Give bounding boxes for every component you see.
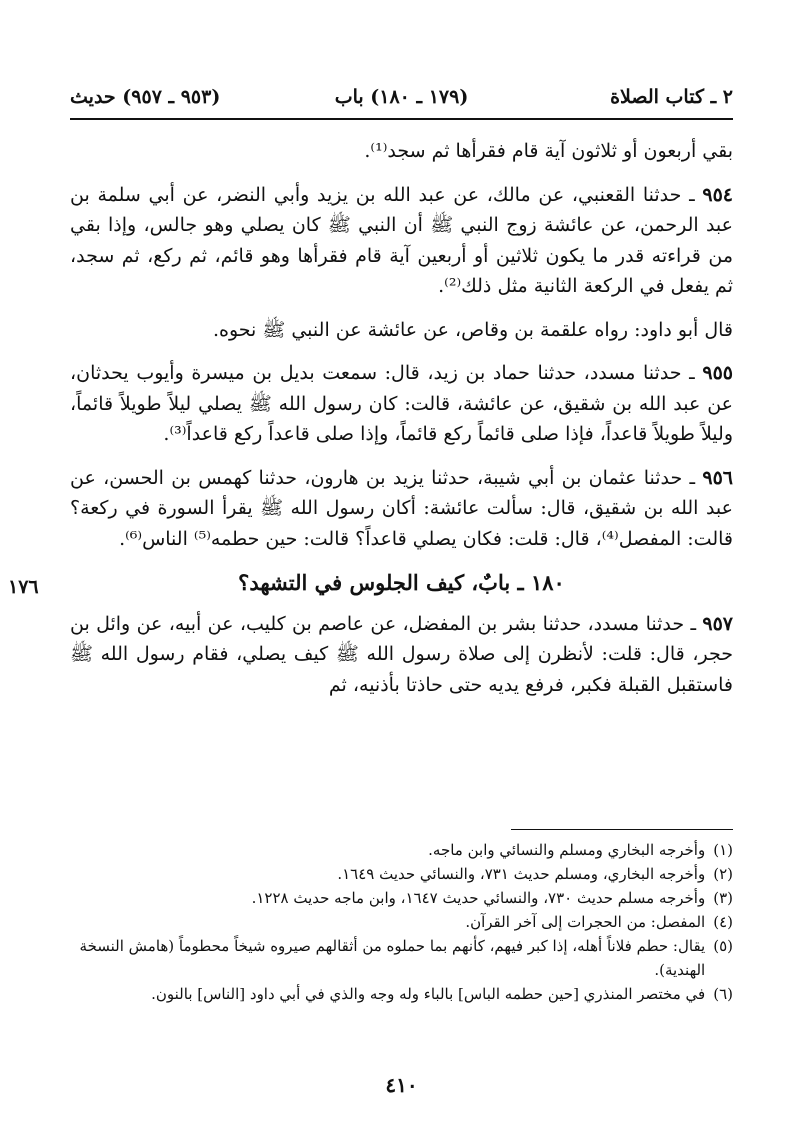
header-book-title: ٢ ـ كتاب الصلاة: [610, 86, 733, 108]
hadith-number: ٩٥٧: [702, 612, 733, 635]
hadith-paragraph: [70, 180, 733, 302]
footnote-number: (٣): [713, 889, 733, 907]
footnotes: [70, 838, 733, 1006]
footnote-text: وأخرجه البخاري، ومسلم حديث ٧٣١، والنسائي حديث ١٦٤٩.: [337, 865, 706, 883]
running-header: [70, 82, 733, 116]
main-text: [8, 136, 733, 713]
footnote-text: وأخرجه البخاري ومسلم والنسائي وابن ماجه.: [428, 841, 706, 859]
footnote: [70, 886, 733, 910]
chapter-heading: [8, 568, 733, 599]
footnote-text: المفصل: من الحجرات إلى آخر القرآن.: [465, 913, 706, 931]
hadith-text: ـ حدثنا مسدد، حدثنا بشر بن المفضل، عن عاصم بن كليب، عن أبيه، عن وائل بن حجر، قال: قلت: لأنظرن إلى صلاة رسول الله ﷺ كيف يصلي، فقام رسول الله ﷺ فاستقبل القبلة فكبر، فرفع يديه حتى حاذتا بأذنيه، ثم: [70, 612, 733, 696]
header-chapter-range: (١٧٩ ـ ١٨٠) باب: [334, 86, 469, 108]
footnote-divider: [511, 829, 733, 830]
paragraph: [70, 136, 733, 167]
hadith-text: ـ حدثنا القعنبي، عن مالك، عن عبد الله بن يزيد وأبي النضر، عن أبي سلمة بن عبد الرحمن، عن عائشة زوج النبي ﷺ أن النبي ﷺ كان يصلي وهو جالس، وإذا بقي من قراءته قدر ما يكون ثلاثين أو أربعين آية قام فقرأها وهو قائم، ثم ركع، ثم سجد، ثم يفعل في الركعة الثانية مثل ذلك⁽²⁾.: [70, 183, 733, 297]
footnote: [70, 838, 733, 862]
chapter-title: ١٨٠ ـ بابٌ، كيف الجلوس في التشهد؟: [238, 570, 565, 595]
hadith-number: ٩٥٥: [702, 362, 733, 384]
page-number: ٤١٠: [385, 1073, 418, 1097]
hadith-number: ٩٥٤: [702, 183, 733, 206]
hadith-text: ـ حدثنا مسدد، حدثنا حماد بن زيد، قال: سمعت بديل بن ميسرة وأيوب يحدثان، عن عبد الله بن شقيق، عن عائشة، قالت: كان رسول الله ﷺ يصلي ليلاً طويلاً قائماً، وليلاً طويلاً قاعداً، فإذا صلى قائماً ركع قائماً، وإذا صلى قاعداً ركع قاعداً⁽³⁾.: [70, 362, 733, 445]
footnote-number: (٦): [713, 985, 733, 1003]
hadith-text: ـ حدثنا عثمان بن أبي شيبة، حدثنا يزيد بن هارون، حدثنا كهمس بن الحسن، عن عبد الله بن شقيق، قال: سألت عائشة: أكان رسول الله ﷺ يقرأ السورة في ركعة؟ قالت: المفصل⁽⁴⁾، قال: قلت: فكان يصلي قاعداً؟ قالت: حين حطمه⁽⁵⁾ الناس⁽⁶⁾.: [70, 466, 733, 550]
footnote: [70, 982, 733, 1006]
footnote-number: (٤): [713, 913, 733, 931]
footnote-text: في مختصر المنذري [حين حطمه الباس] بالباء وله وجه والذي في أبي داود [الناس] بالنون.: [151, 985, 706, 1003]
footnote: [70, 862, 733, 886]
hadith-paragraph: [70, 463, 733, 555]
hadith-paragraph: [70, 358, 733, 450]
header-hadith-range: (٩٥٣ ـ ٩٥٧) حديث: [70, 86, 221, 108]
header-divider: [70, 118, 733, 120]
paragraph: [70, 315, 733, 346]
footnote: [70, 910, 733, 934]
footnote-number: (١): [713, 841, 733, 859]
chapter-number: ١٧٦: [8, 576, 39, 598]
footnote-number: (٥): [713, 937, 733, 955]
hadith-number: ٩٥٦: [702, 466, 733, 489]
footnote-number: (٢): [713, 865, 733, 883]
footnote: [70, 934, 733, 982]
hadith-paragraph: [70, 609, 733, 701]
footnote-text: يقال: حطم فلاناً أهله، إذا كبر فيهم، كأنهم بما حملوه من أثقالهم صيروه شيخاً محطوماً (هامش النسخة الهندية).: [79, 937, 706, 979]
footnote-text: وأخرجه مسلم حديث ٧٣٠، والنسائي حديث ١٦٤٧، وابن ماجه حديث ١٢٢٨.: [251, 889, 706, 907]
paragraph-text: قال أبو داود: رواه علقمة بن وقاص، عن عائشة عن النبي ﷺ نحوه.: [212, 318, 733, 341]
paragraph-text: بقي أربعون أو ثلاثون آية قام فقرأها ثم سجد⁽¹⁾.: [364, 140, 733, 162]
